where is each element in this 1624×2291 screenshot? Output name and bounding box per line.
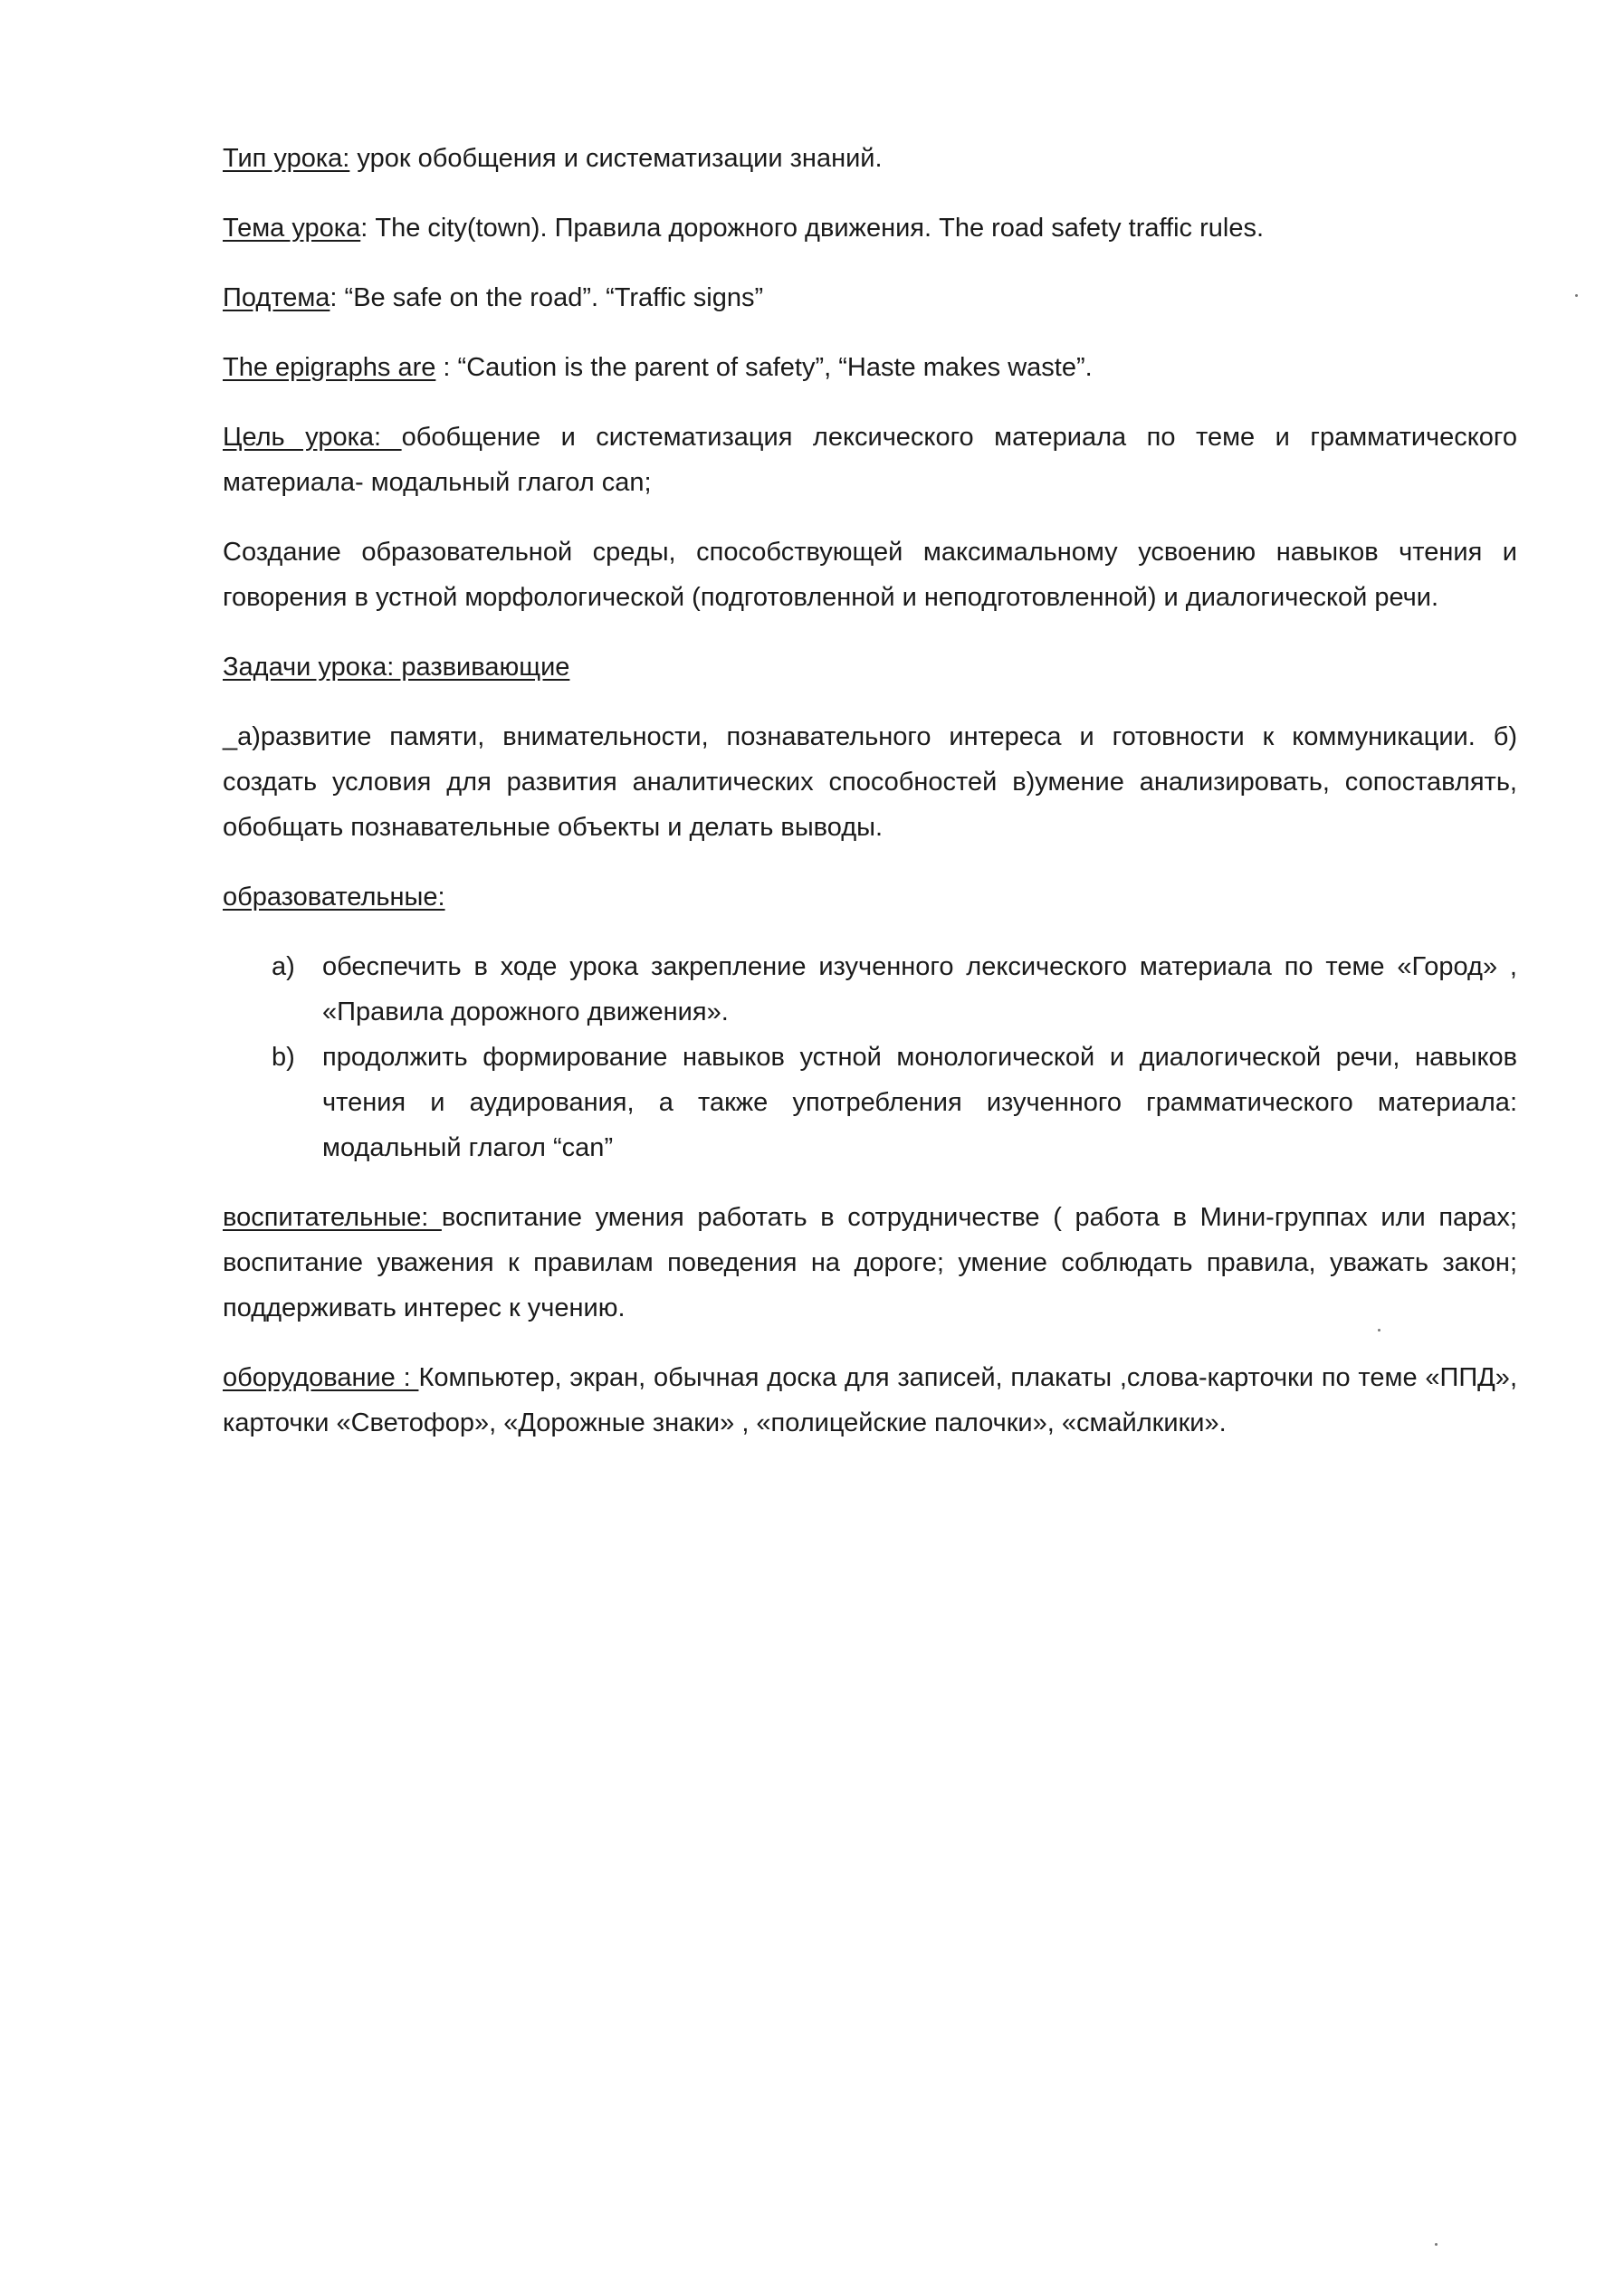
document-page [223,136,1517,1470]
equipment-paragraph [223,1355,1517,1446]
equipment-label: оборудование : [223,1363,419,1392]
list-item-marker: b) [272,1043,295,1072]
lesson-type-label: Тип урока: [223,144,350,173]
scan-speck [1575,294,1578,297]
list-item-text: обеспечить в ходе урока закрепление изученного лексического материала по теме «Город» , «Правила дорожного движения». [322,952,1517,1026]
developing-text: а)развитие памяти, внимательности, познавательного интереса и готовности к коммуникации. б) создать условия для развития аналитических способностей в)умение анализировать, сопоставлять, обобщать познавательные объекты и делать выводы. [223,722,1517,842]
educational-list [223,944,1517,1170]
list-item [223,1035,1517,1170]
list-item-text: продолжить формирование навыков устной монологической и диалогической речи, навыков чтения и аудирования, а также употребления изученного грамматического материала: модальный глагол “can” [322,1043,1517,1162]
list-item-marker: a) [272,952,295,981]
tasks-heading-label: Задачи урока: развивающие [223,653,570,682]
educational-heading-label: образовательные: [223,883,445,912]
list-item [223,944,1517,1035]
lesson-topic-text: : The city(town). Правила дорожного движения. The road safety traffic rules. [360,214,1265,243]
upbringing-label: воспитательные: [223,1203,442,1232]
subtopic-text: : “Be safe on the road”. “Traffic signs” [330,283,764,312]
developing-paragraph [223,714,1517,850]
equipment-text: Компьютер, экран, обычная доска для записей, плакаты ,слова-карточки по теме «ППД», карточки «Светофор», «Дорожные знаки» , «полицейские палочки», «смайлкики». [223,1363,1517,1437]
lesson-type-line [223,136,1517,181]
educational-heading [223,874,1517,920]
subtopic-line [223,275,1517,320]
developing-prefix: _ [223,722,238,751]
lesson-goal-text: обобщение и систематизация лексического материала по теме и грамматического материала- модальный глагол can; [223,423,1517,497]
epigraphs-line [223,345,1517,390]
lesson-type-text: урок обобщения и систематизации знаний. [349,144,883,173]
lesson-goal-label: Цель урока: [223,423,402,452]
lesson-goal-paragraph [223,415,1517,505]
subtopic-label: Подтема [223,283,330,312]
upbringing-paragraph [223,1195,1517,1331]
lesson-topic-line [223,205,1517,251]
lesson-topic-label: Тема урока [223,214,361,243]
scan-speck [1378,1329,1380,1332]
epigraphs-label: The epigraphs are [223,353,436,382]
tasks-heading [223,644,1517,690]
epigraphs-text: : “Caution is the parent of safety”, “Haste makes waste”. [435,353,1093,382]
environment-paragraph: Создание образовательной среды, способствующей максимальному усвоению навыков чтения и говорения в устной морфологической (подготовленной и неподготовленной) и диалогической речи. [223,538,1517,612]
scan-speck [1435,2243,1438,2246]
upbringing-text: воспитание умения работать в сотрудничестве ( работа в Мини-группах или парах; воспитание уважения к правилам поведения на дороге; умение соблюдать правила, уважать закон; поддерживать интерес к учению. [223,1203,1517,1322]
